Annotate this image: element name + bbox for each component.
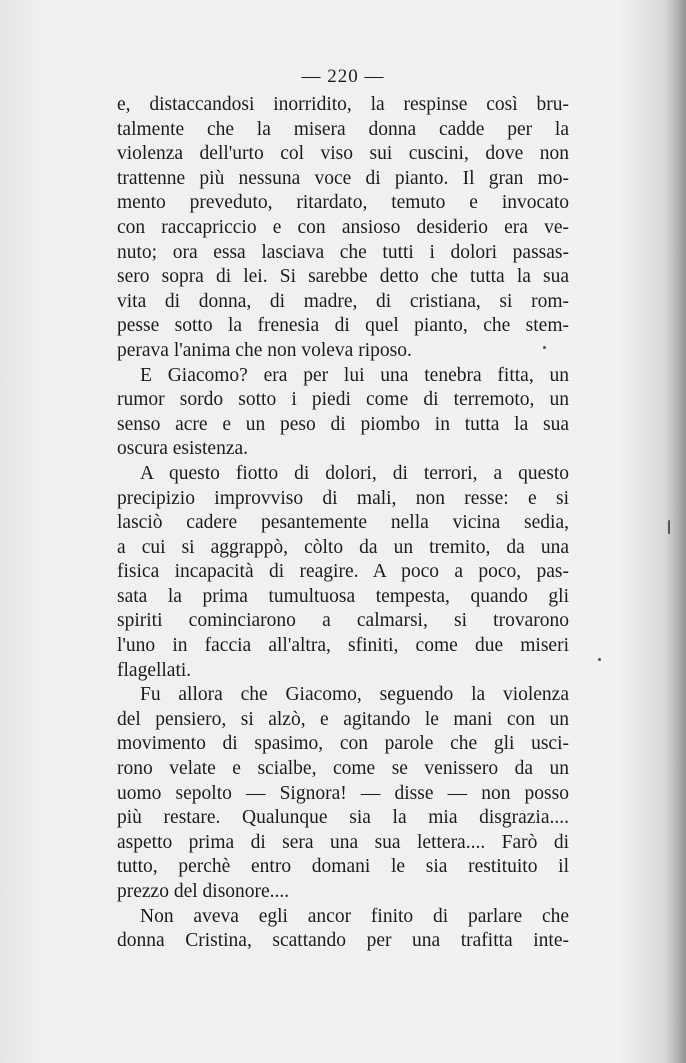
text-line: E Giacomo? era per lui una tenebra fitta, un bbox=[140, 364, 569, 386]
text-line: Non aveva egli ancor finito di parlare che bbox=[140, 905, 569, 927]
text-line: uomo sepolto — Signora! — disse — non posso bbox=[117, 782, 569, 804]
text-line: vita di donna, di madre, di cristiana, si rom- bbox=[117, 290, 569, 312]
text-line: pesse sotto la frenesia di quel pianto, che stem- bbox=[117, 315, 569, 337]
text-line: trattenne più nessuna voce di pianto. Il gran mo- bbox=[117, 167, 569, 189]
text-line: senso acre e un peso di piombo in tutta la sua bbox=[117, 413, 569, 435]
text-line: flagellati. bbox=[117, 659, 192, 681]
text-line: lasciò cadere pesantemente nella vicina sedia, bbox=[117, 512, 569, 534]
text-line: del pensiero, si alzò, e agitando le mani con un bbox=[117, 708, 569, 730]
text-line: precipizio improvviso di mali, non resse: e si bbox=[117, 487, 569, 509]
text-line: rono velate e scialbe, come se venissero da un bbox=[117, 758, 569, 780]
text-line: e, distaccandosi inorridito, la respinse così bru- bbox=[117, 94, 569, 115]
text-line: nuto; ora essa lasciava che tutti i dolori passas- bbox=[117, 241, 569, 263]
text-line: a cui si aggrappò, còlto da un tremito, da una bbox=[117, 536, 569, 558]
text-line: A questo fiotto di dolori, di terrori, a questo bbox=[140, 462, 569, 484]
text-line: con raccapriccio e con ansioso desiderio era ve- bbox=[117, 216, 569, 238]
text-line: fisica incapacità di reagire. A poco a poco, pas- bbox=[117, 561, 569, 583]
text-line: talmente che la misera donna cadde per la bbox=[117, 118, 569, 140]
text-line: rumor sordo sotto i piedi come di terremoto, un bbox=[117, 389, 569, 411]
print-speck bbox=[543, 346, 546, 349]
body-text bbox=[117, 93, 569, 954]
text-line: donna Cristina, scattando per una trafitta inte- bbox=[117, 930, 569, 952]
text-line: prezzo del disonore.... bbox=[117, 881, 290, 902]
text-line: sata la prima tumultuosa tempesta, quando gli bbox=[117, 585, 569, 607]
text-line: oscura esistenza. bbox=[117, 438, 249, 460]
text-line: l'uno in faccia all'altra, sfiniti, come due miseri bbox=[117, 635, 569, 657]
text-line: mento preveduto, ritardato, temuto e invocato bbox=[117, 192, 569, 214]
text-line: sero sopra di lei. Si sarebbe detto che tutta la sua bbox=[117, 266, 569, 288]
text-line: movimento di spasimo, con parole che gli usci- bbox=[117, 733, 569, 755]
text-line: perava l'anima che non voleva riposo. bbox=[117, 339, 412, 361]
text-line: più restare. Qualunque sia la mia disgrazia.... bbox=[117, 807, 569, 829]
page-number: — 220 — bbox=[301, 66, 385, 87]
text-line: tutto, perchè entro domani le sia restituito il bbox=[117, 856, 569, 878]
print-speck bbox=[668, 520, 670, 534]
text-line: spiriti cominciarono a calmarsi, si trovarono bbox=[117, 610, 569, 632]
text-line: aspetto prima di sera una sua lettera.... Farò di bbox=[117, 831, 569, 853]
text-line: violenza dell'urto col viso sui cuscini, dove non bbox=[117, 143, 569, 165]
print-speck bbox=[598, 658, 601, 661]
text-line: Fu allora che Giacomo, seguendo la violenza bbox=[140, 684, 569, 706]
